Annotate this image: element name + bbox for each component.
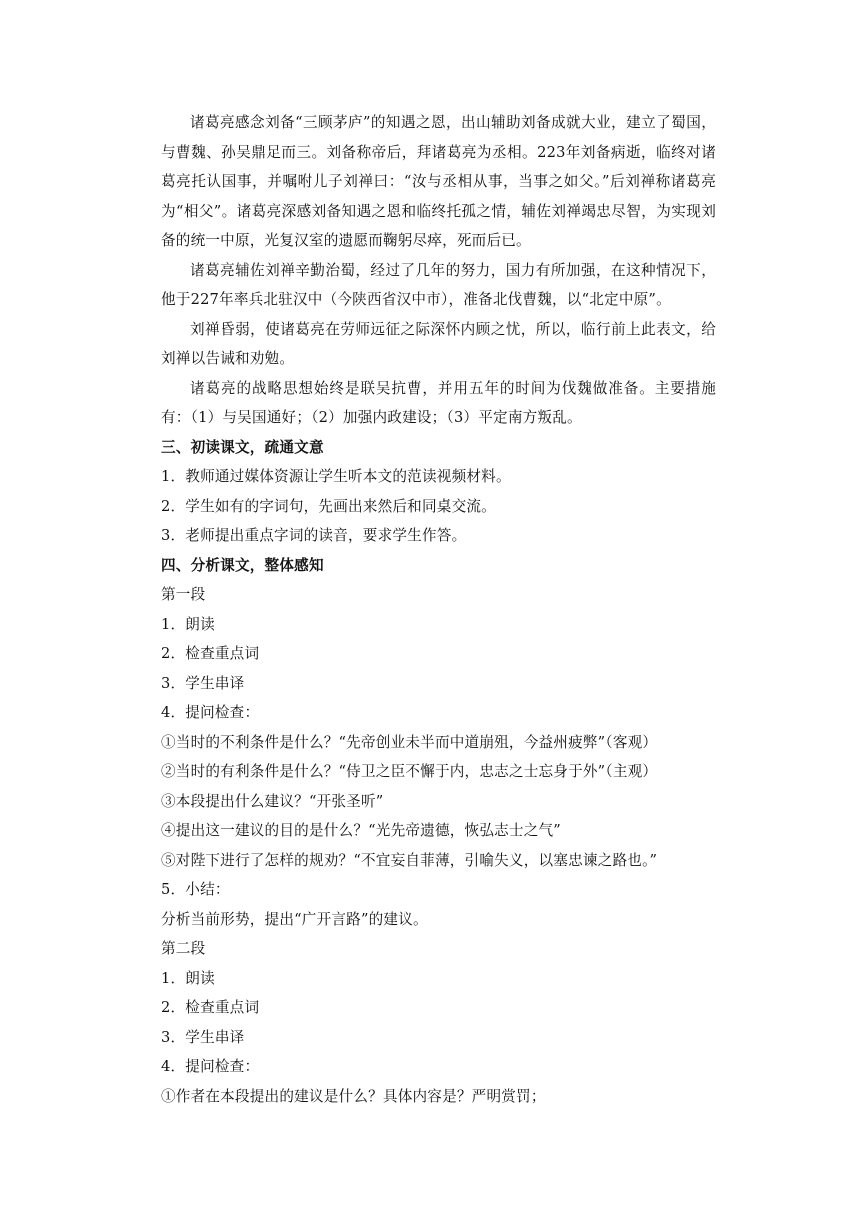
list-item: 1．教师通过媒体资源让学生听本文的范读视频材料。 [161,468,511,485]
paragraph: 刘禅昏弱，使诸葛亮在劳师远征之际深怀内顾之忧，所以，临行前上此表文，给刘禅以告诫和劝勉。 [161,320,716,367]
list-item: 1．朗读 [161,969,215,987]
list-item: 4．提问检查： [161,1058,260,1075]
list-item: 2．检查重点词 [161,999,260,1016]
question-item: ④提出这一建议的目的是什么？“光先帝遗德，恢弘志士之气” [161,822,561,839]
question-item: ③本段提出什么建议？“开张圣听” [161,792,384,810]
part-title: 第二段 [161,940,206,957]
section-heading: 三、初读课文，疏通文意 [161,438,324,456]
section-heading: 四、分析课文，整体感知 [161,556,324,574]
part-title: 第一段 [161,586,206,603]
list-item: 3．学生串译 [161,1028,245,1046]
document-page [161,108,716,1111]
question-item: ①当时的不利条件是什么？“先帝创业未半而中道崩殂，今益州疲弊”（客观） [161,733,658,751]
summary-text: 分析当前形势，提出“广开言路”的建议。 [161,910,428,928]
list-item: 1．朗读 [161,615,215,633]
paragraph: 诸葛亮的战略思想始终是联吴抗曹，并用五年的时间为伐魏做准备。主要措施有：（1）与吴国通好；（2）加强内政建设；（3）平定南方叛乱。 [161,379,716,426]
question-item: ①作者在本段提出的建议是什么？具体内容是？严明赏罚； [161,1087,546,1105]
list-item: 5．小结： [161,881,230,898]
question-item: ⑤对陛下进行了怎样的规劝？“不宜妄自菲薄，引喻失义，以塞忠谏之路也。” [161,851,658,869]
question-item: ②当时的有利条件是什么？“侍卫之臣不懈于内，忠志之士忘身于外”（主观） [161,763,658,780]
list-item: 2．学生如有的字词句，先画出来然后和同桌交流。 [161,497,496,515]
paragraph: 诸葛亮感念刘备“三顾茅庐”的知遇之恩，出山辅助刘备成就大业，建立了蜀国，与曹魏、孙吴鼎足而三。刘备称帝后，拜诸葛亮为丞相。223年刘备病逝，临终对诸葛亮托认国事，并嘱咐儿子刘禅曰：“汝与丞相从事，当事之如父。”后刘禅称诸葛亮为“相父”。诸葛亮深感刘备知遇之恩和临终托孤之情，辅佐刘禅竭忠尽智，为实现刘备的统一中原，光复汉室的遗愿而鞠躬尽瘁，死而后已。 [161,114,716,249]
list-item: 4．提问检查： [161,704,260,721]
list-item: 3．学生串译 [161,674,245,692]
list-item: 2．检查重点词 [161,645,260,662]
paragraph: 诸葛亮辅佐刘禅辛勤治蜀，经过了几年的努力，国力有所加强，在这种情况下，他于227年率兵北驻汉中（今陕西省汉中市），准备北伐曹魏，以“北定中原”。 [161,261,716,308]
list-item: 3．老师提出重点字词的读音，要求学生作答。 [161,527,467,544]
